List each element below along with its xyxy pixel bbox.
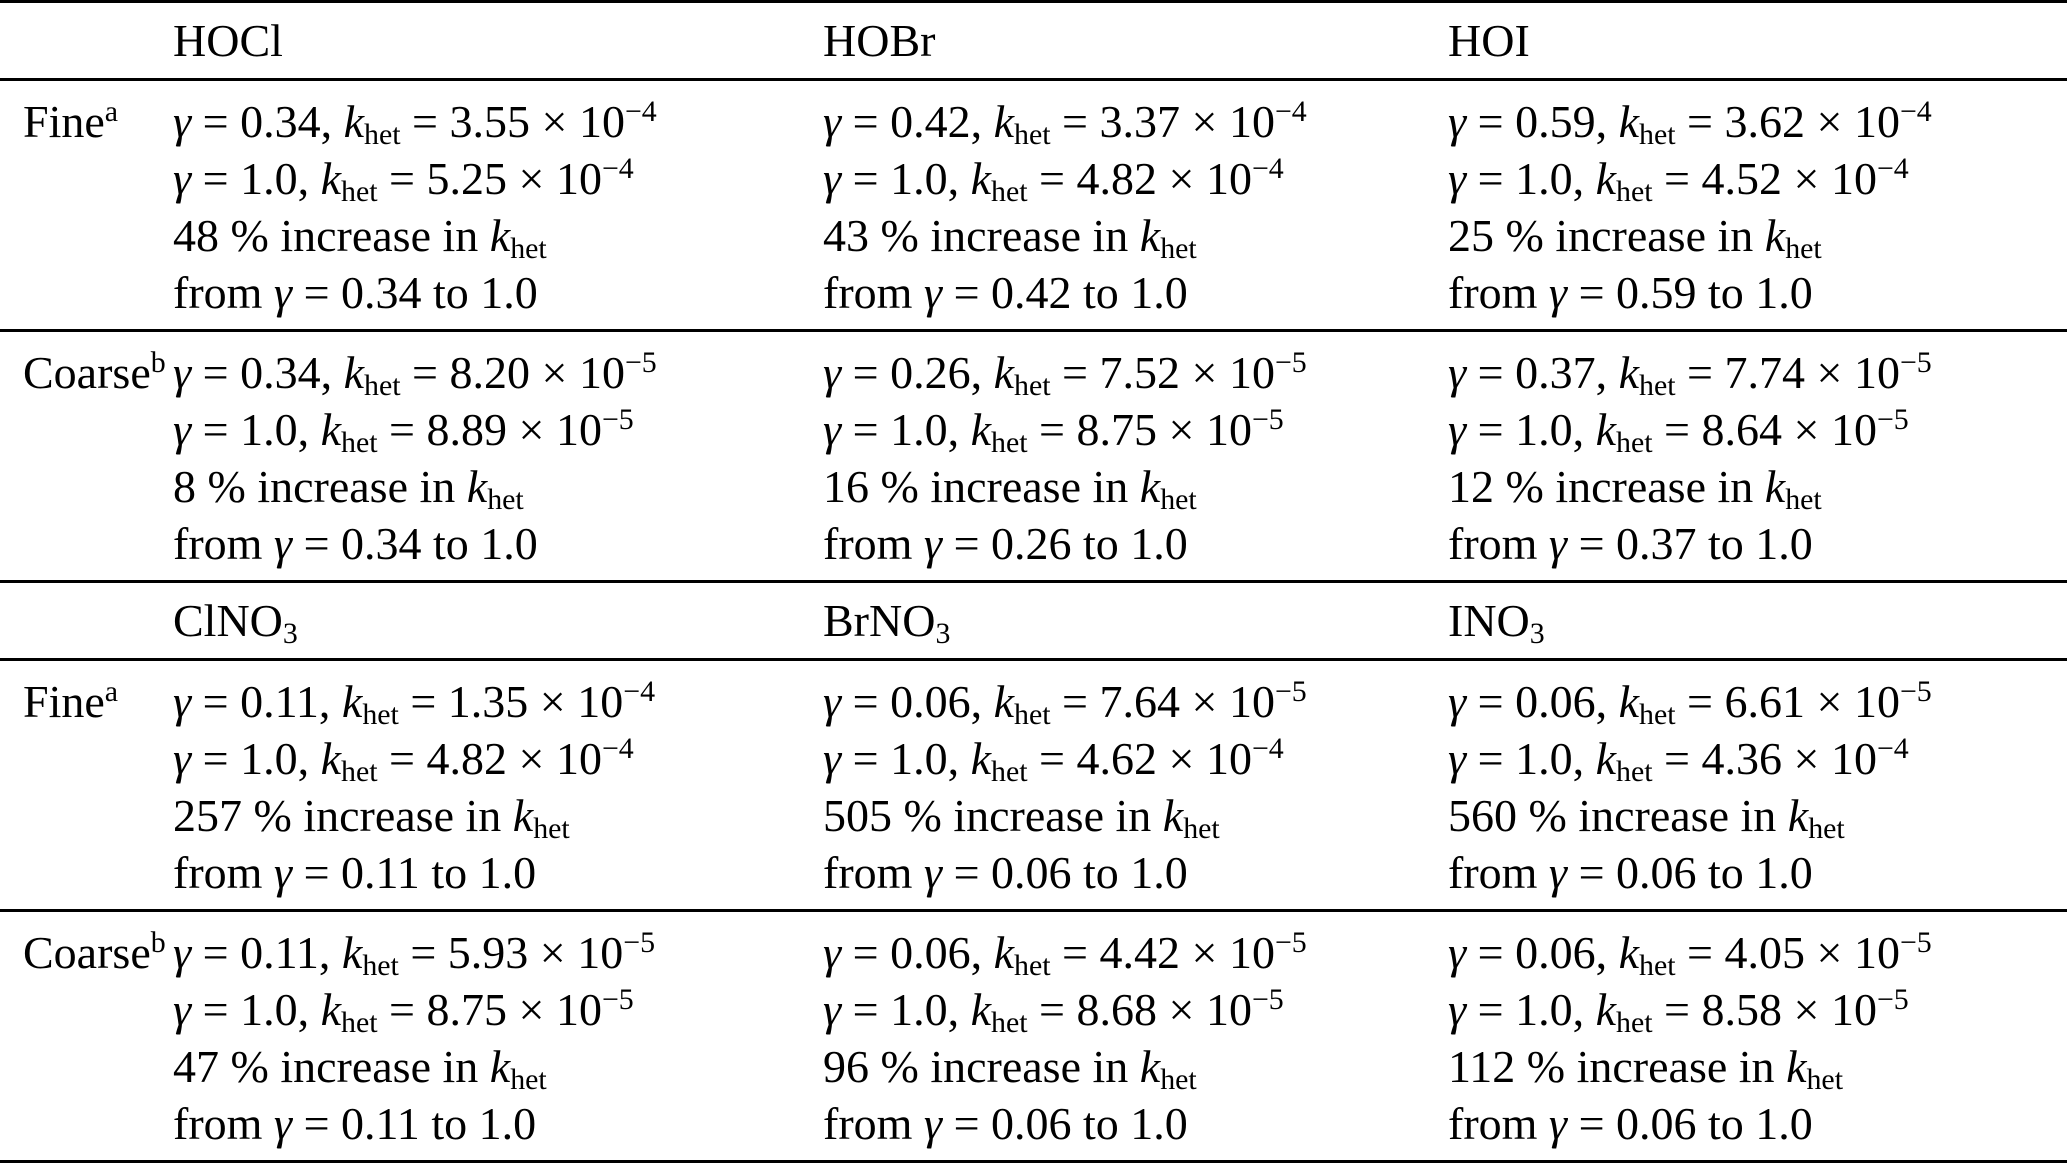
gamma-symbol: γ <box>1448 347 1467 398</box>
gamma-low-line: γ = 0.06, $k_{het} = 4.42 \times 10^{-5}$ <box>823 925 1307 982</box>
gamma-high-line: γ = 1.0, $k_{het} = 8.58 \times 10^{-5}$ <box>1448 982 1909 1039</box>
k-symbol: k <box>343 96 365 147</box>
gamma-low-line: γ = 0.42, $k_{het} = 3.37 \times 10^{-4}$ <box>823 94 1307 151</box>
gamma-symbol: γ <box>273 518 293 569</box>
k-symbol: k <box>1595 404 1617 455</box>
het-subscript: het <box>1014 948 1051 982</box>
cell-hobr-fine <box>823 80 1448 331</box>
footnote-marker: b <box>150 345 166 379</box>
k-symbol: k <box>993 96 1015 147</box>
mode-label: Fine$^a$ <box>23 94 119 147</box>
k-symbol: k <box>1618 347 1640 398</box>
k-symbol: k <box>970 733 992 784</box>
k-symbol: k <box>512 790 534 841</box>
het-subscript: het <box>1639 697 1676 731</box>
gamma-symbol: γ <box>173 927 192 978</box>
gamma-low-line: γ = 0.26, $k_{het} = 7.52 \times 10^{-5}$ <box>823 345 1307 402</box>
range-line: from γ = 0.11 to 1.0 <box>173 1098 537 1149</box>
gamma-symbol: γ <box>1448 96 1467 147</box>
increase-line: 12 % increase in $k_{het}$ <box>1448 461 1822 516</box>
exponent: −4 <box>623 674 656 708</box>
gamma-high-line: γ = 1.0, $k_{het} = 8.89 \times 10^{-5}$ <box>173 402 634 459</box>
range-line: from γ = 0.34 to 1.0 <box>173 267 538 318</box>
gamma-symbol: γ <box>1548 518 1568 569</box>
species-header-row-2 <box>0 582 2067 660</box>
gamma-high-line: γ = 1.0, $k_{het} = 4.36 \times 10^{-4}$ <box>1448 731 1909 788</box>
range-line: from γ = 0.06 to 1.0 <box>823 1098 1188 1149</box>
k-symbol: k <box>1595 733 1617 784</box>
gamma-symbol: γ <box>1448 927 1467 978</box>
gamma-symbol: γ <box>273 1098 293 1149</box>
k-symbol: k <box>320 404 342 455</box>
increase-line: 257 % increase in $k_{het}$ <box>173 790 570 845</box>
k-symbol: k <box>341 927 363 978</box>
cell-clno-fine <box>173 660 823 911</box>
het-subscript: het <box>362 948 399 982</box>
range-line: from γ = 0.42 to 1.0 <box>823 267 1188 318</box>
k-symbol: k <box>341 676 363 727</box>
increase-line: 112 % increase in $k_{het}$ <box>1448 1041 1844 1096</box>
het-subscript: het <box>1160 1062 1197 1096</box>
gamma-symbol: γ <box>1448 153 1467 204</box>
het-subscript: het <box>1616 425 1653 459</box>
gamma-high-line: γ = 1.0, $k_{het} = 4.52 \times 10^{-4}$ <box>1448 151 1909 208</box>
het-subscript: het <box>510 231 547 265</box>
het-subscript: het <box>1616 754 1653 788</box>
gamma-symbol: γ <box>823 404 842 455</box>
het-subscript: het <box>1639 948 1676 982</box>
exponent: −5 <box>624 345 657 379</box>
het-subscript: het <box>1183 811 1220 845</box>
gamma-low-line: γ = 0.59, $k_{het} = 3.62 \times 10^{-4}$ <box>1448 94 1932 151</box>
k-symbol: k <box>970 984 992 1035</box>
het-subscript: het <box>991 1005 1028 1039</box>
cell-brno-coarse <box>823 911 1448 1162</box>
het-subscript: het <box>341 425 378 459</box>
gamma-low-line: γ = 0.11, $k_{het} = 1.35 \times 10^{-4}$ <box>173 674 656 731</box>
gamma-symbol: γ <box>923 847 943 898</box>
range-line: from γ = 0.11 to 1.0 <box>173 847 537 898</box>
species-header-hoi: HOI <box>1448 15 1530 66</box>
gamma-high-line: γ = 1.0, $k_{het} = 4.82 \times 10^{-4}$ <box>173 731 634 788</box>
het-subscript: het <box>362 697 399 731</box>
gamma-symbol: γ <box>823 96 842 147</box>
increase-line: 8 % increase in $k_{het}$ <box>173 461 524 516</box>
gamma-symbol: γ <box>923 518 943 569</box>
k-symbol: k <box>1139 210 1161 261</box>
gamma-high-line: γ = 1.0, $k_{het} = 8.75 \times 10^{-5}$ <box>173 982 634 1039</box>
cell-ino-fine <box>1448 660 2067 911</box>
increase-line: 96 % increase in $k_{het}$ <box>823 1041 1197 1096</box>
k-symbol: k <box>1786 1041 1807 1092</box>
footnote-marker: a <box>104 94 119 128</box>
range-line: from γ = 0.34 to 1.0 <box>173 518 538 569</box>
exponent: −5 <box>1876 402 1909 436</box>
cell-hocl-coarse <box>173 331 823 582</box>
species-subscript: 3 <box>282 616 298 650</box>
species-header-brno: BrNO$_3$ <box>823 595 951 650</box>
gamma-low-line: γ = 0.34, $k_{het} = 8.20 \times 10^{-5}$ <box>173 345 657 402</box>
k-symbol: k <box>320 984 342 1035</box>
het-subscript: het <box>1616 1005 1653 1039</box>
gamma-symbol: γ <box>173 96 192 147</box>
gamma-high-line: γ = 1.0, $k_{het} = 8.68 \times 10^{-5}$ <box>823 982 1284 1039</box>
het-subscript: het <box>1639 117 1676 151</box>
range-line: from γ = 0.06 to 1.0 <box>1448 1098 1813 1149</box>
het-subscript: het <box>364 117 401 151</box>
gamma-low-line: γ = 0.37, $k_{het} = 7.74 \times 10^{-5}$ <box>1448 345 1932 402</box>
gamma-low-line: γ = 0.34, $k_{het} = 3.55 \times 10^{-4}$ <box>173 94 657 151</box>
increase-line: 48 % increase in $k_{het}$ <box>173 210 547 265</box>
gamma-symbol: γ <box>823 676 842 727</box>
mode-label: Coarse$^b$ <box>23 925 166 978</box>
exponent: −5 <box>1899 345 1932 379</box>
exponent: −5 <box>1251 402 1284 436</box>
het-subscript: het <box>991 425 1028 459</box>
cell-hobr-coarse <box>823 331 1448 582</box>
exponent: −5 <box>1876 982 1909 1016</box>
gamma-symbol: γ <box>1548 267 1568 318</box>
k-symbol: k <box>1618 676 1640 727</box>
het-subscript: het <box>341 1005 378 1039</box>
row-label-header <box>0 2 173 80</box>
het-subscript: het <box>1160 231 1197 265</box>
gamma-high-line: γ = 1.0, $k_{het} = 8.64 \times 10^{-5}$ <box>1448 402 1909 459</box>
k-symbol: k <box>1764 461 1786 512</box>
gamma-symbol: γ <box>823 347 842 398</box>
het-subscript: het <box>1785 231 1822 265</box>
gamma-high-line: γ = 1.0, $k_{het} = 4.62 \times 10^{-4}$ <box>823 731 1284 788</box>
increase-line: 25 % increase in $k_{het}$ <box>1448 210 1822 265</box>
het-subscript: het <box>1808 811 1845 845</box>
gamma-symbol: γ <box>173 153 192 204</box>
gamma-symbol: γ <box>1448 676 1467 727</box>
k-symbol: k <box>1595 153 1617 204</box>
cell-clno-coarse <box>173 911 823 1162</box>
het-subscript: het <box>1014 117 1051 151</box>
row-label-fine <box>0 660 173 911</box>
gamma-symbol: γ <box>1448 404 1467 455</box>
exponent: −4 <box>1274 94 1307 128</box>
gamma-symbol: γ <box>173 984 192 1035</box>
exponent: −4 <box>1876 151 1909 185</box>
k-symbol: k <box>993 927 1015 978</box>
species-header-clno: ClNO$_3$ <box>173 595 298 650</box>
increase-line: 16 % increase in $k_{het}$ <box>823 461 1197 516</box>
het-subscript: het <box>991 754 1028 788</box>
k-symbol: k <box>993 676 1015 727</box>
gamma-symbol: γ <box>923 267 943 318</box>
het-subscript: het <box>1806 1062 1844 1096</box>
gamma-symbol: γ <box>1448 733 1467 784</box>
k-symbol: k <box>970 153 992 204</box>
het-subscript: het <box>487 482 524 516</box>
species-header-hobr: HOBr <box>823 15 936 66</box>
range-line: from γ = 0.06 to 1.0 <box>1448 847 1813 898</box>
het-subscript: het <box>1014 368 1051 402</box>
gamma-symbol: γ <box>273 267 293 318</box>
het-subscript: het <box>1785 482 1822 516</box>
exponent: −5 <box>623 925 656 959</box>
k-symbol: k <box>343 347 365 398</box>
gamma-low-line: γ = 0.06, $k_{het} = 7.64 \times 10^{-5}$ <box>823 674 1307 731</box>
gamma-symbol: γ <box>1548 1098 1568 1149</box>
k-symbol: k <box>1764 210 1786 261</box>
range-line: from γ = 0.26 to 1.0 <box>823 518 1188 569</box>
het-subscript: het <box>533 811 570 845</box>
het-subscript: het <box>510 1062 547 1096</box>
gamma-symbol: γ <box>173 733 192 784</box>
k-symbol: k <box>1139 461 1161 512</box>
species-subscript: 3 <box>935 616 951 650</box>
footnote-marker: b <box>150 925 166 959</box>
species-header-row-1 <box>0 2 2067 80</box>
gamma-symbol: γ <box>1548 847 1568 898</box>
het-subscript: het <box>1616 174 1653 208</box>
mode-label: Fine$^a$ <box>23 674 119 727</box>
het-subscript: het <box>341 754 378 788</box>
gamma-high-line: γ = 1.0, $k_{het} = 4.82 \times 10^{-4}$ <box>823 151 1284 208</box>
gamma-symbol: γ <box>173 676 192 727</box>
gamma-symbol: γ <box>823 927 842 978</box>
exponent: −4 <box>601 731 634 765</box>
cell-ino-coarse <box>1448 911 2067 1162</box>
exponent: −4 <box>1251 151 1284 185</box>
gamma-symbol: γ <box>273 847 293 898</box>
het-subscript: het <box>991 174 1028 208</box>
exponent: −4 <box>1876 731 1909 765</box>
increase-line: 47 % increase in $k_{het}$ <box>173 1041 547 1096</box>
row-label-coarse <box>0 911 173 1162</box>
gamma-symbol: γ <box>173 347 192 398</box>
k-symbol: k <box>1787 790 1809 841</box>
k-symbol: k <box>1618 96 1640 147</box>
species-header-ino: $INO_3$ <box>1448 595 1545 650</box>
k-symbol: k <box>1162 790 1184 841</box>
gamma-symbol: γ <box>1448 984 1467 1035</box>
gamma-low-line: γ = 0.11, $k_{het} = 5.93 \times 10^{-5}$ <box>173 925 656 982</box>
mode-row-coarse <box>0 331 2067 582</box>
cell-hoi-coarse <box>1448 331 2067 582</box>
gamma-symbol: γ <box>923 1098 943 1149</box>
row-label-header <box>0 582 173 660</box>
het-subscript: het <box>1160 482 1197 516</box>
het-subscript: het <box>341 174 378 208</box>
gamma-high-line: γ = 1.0, $k_{het} = 5.25 \times 10^{-4}$ <box>173 151 634 208</box>
cell-hoi-fine <box>1448 80 2067 331</box>
k-symbol: k <box>993 347 1015 398</box>
k-symbol: k <box>1618 927 1640 978</box>
species-header-hocl: HOCl <box>173 15 283 66</box>
cell-brno-fine <box>823 660 1448 911</box>
exponent: −5 <box>601 402 634 436</box>
exponent: −4 <box>1899 94 1932 128</box>
gamma-symbol: γ <box>173 404 192 455</box>
increase-line: 560 % increase in $k_{het}$ <box>1448 790 1845 845</box>
het-subscript: het <box>1014 697 1051 731</box>
gamma-low-line: γ = 0.06, $k_{het} = 6.61 \times 10^{-5}$ <box>1448 674 1932 731</box>
mode-label: Coarse$^b$ <box>23 345 166 398</box>
exponent: −5 <box>1899 925 1932 959</box>
exponent: −4 <box>601 151 634 185</box>
row-label-fine <box>0 80 173 331</box>
species-subscript: 3 <box>1529 616 1545 650</box>
exponent: −5 <box>1899 674 1932 708</box>
exponent: −5 <box>1274 674 1307 708</box>
exponent: −5 <box>1274 345 1307 379</box>
range-line: from γ = 0.37 to 1.0 <box>1448 518 1813 569</box>
exponent: −4 <box>624 94 657 128</box>
gamma-high-line: γ = 1.0, $k_{het} = 8.75 \times 10^{-5}$ <box>823 402 1284 459</box>
k-symbol: k <box>489 1041 511 1092</box>
k-symbol: k <box>1139 1041 1161 1092</box>
exponent: −5 <box>1251 982 1284 1016</box>
k-symbol: k <box>320 153 342 204</box>
gamma-low-line: γ = 0.06, $k_{het} = 4.05 \times 10^{-5}$ <box>1448 925 1932 982</box>
gamma-symbol: γ <box>823 984 842 1035</box>
k-symbol: k <box>466 461 488 512</box>
k-symbol: k <box>320 733 342 784</box>
k-symbol: k <box>1595 984 1617 1035</box>
mode-row-fine <box>0 80 2067 331</box>
exponent: −5 <box>601 982 634 1016</box>
exponent: −5 <box>1274 925 1307 959</box>
range-line: from γ = 0.59 to 1.0 <box>1448 267 1813 318</box>
gamma-symbol: γ <box>823 733 842 784</box>
exponent: −4 <box>1251 731 1284 765</box>
k-symbol: k <box>970 404 992 455</box>
footnote-marker: a <box>104 674 119 708</box>
mode-row-coarse <box>0 911 2067 1162</box>
gamma-symbol: γ <box>823 153 842 204</box>
increase-line: 505 % increase in $k_{het}$ <box>823 790 1220 845</box>
het-subscript: het <box>364 368 401 402</box>
mode-row-fine <box>0 660 2067 911</box>
het-subscript: het <box>1639 368 1676 402</box>
cell-hocl-fine <box>173 80 823 331</box>
k-symbol: k <box>489 210 511 261</box>
range-line: from γ = 0.06 to 1.0 <box>823 847 1188 898</box>
row-label-coarse <box>0 331 173 582</box>
increase-line: 43 % increase in $k_{het}$ <box>823 210 1197 265</box>
